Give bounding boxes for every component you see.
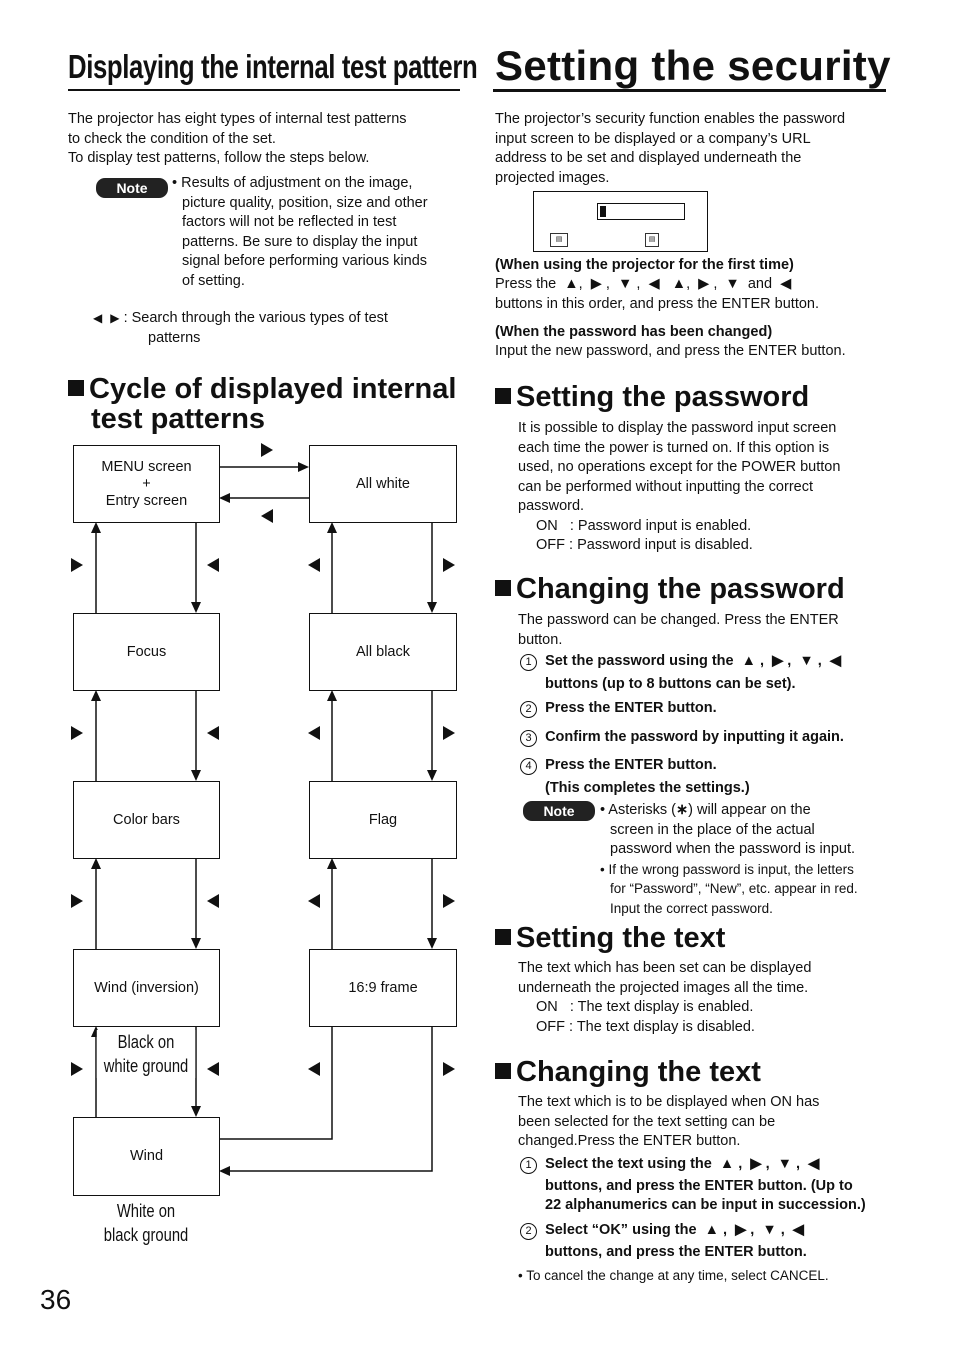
all-white-box: All white [309,445,457,523]
square-bullet-icon [495,580,511,596]
changed-text: Input the new password, and press the ENTER button. [495,343,846,359]
square-bullet-icon [495,1063,511,1079]
changing-text-heading: Changing the text [495,1057,761,1087]
cycle-heading: Cycle of displayed internal test patterns [68,374,456,434]
password-input-box [597,203,685,220]
step-number-2: 2 [520,701,537,718]
square-bullet-icon [495,929,511,945]
arrow-buttons-icon: ▲ , ▶ , ▼ , ◀ [715,1156,820,1172]
input-cursor [600,206,606,217]
step-number-3: 3 [520,730,537,747]
change-password-step-3: 3 Confirm the password by inputting it again. [520,728,844,748]
step-number-1: 1 [520,1157,537,1174]
step-number-2: 2 [520,1223,537,1240]
flag-box: Flag [309,781,457,859]
change-password-step-2: 2 Press the ENTER button. [520,699,717,719]
left-note: • Results of adjustment on the image, picture quality, position, size and other factors will not be reflected in test patterns. Be sure to display the input signal before performing various kinds of setting. [172,175,428,289]
changing-text-body: The text which is to be displayed when ON has been selected for the text setting can be changed.Press the ENTER button. [518,1094,820,1149]
right-page-title: Setting the security [495,42,891,89]
cancel-note: • To cancel the change at any time, select CANCEL. [518,1268,829,1283]
right-intro: The projector’s security function enables the password input screen to be displayed or a company’s URL address to be set and displayed underneath the projected images. [495,111,846,186]
white-on-black-label: White on black ground [103,1201,189,1245]
password-screen-illustration [533,191,708,252]
up-arrow-icon: ▲, ▶ , ▼ , ◀ ▲, ▶ , ▼ [560,276,744,292]
setting-password-heading: Setting the password [495,382,809,412]
page-number: 36 [40,1284,72,1315]
asterisk-icon: ∗ [675,802,689,818]
first-time-instruction: Press the ▲, ▶ , ▼ , ◀ ▲, ▶ , ▼ and ◀ buttons in this order, and press the ENTER button. [495,276,820,312]
left-intro: The projector has eight types of internal test patterns to check the condition of the set. To display test patterns, follow the steps below. [68,111,407,166]
enter-icon: ▤ [550,233,568,247]
setting-text-body: The text which has been set can be displayed underneath the projected images all the time. ON : The text display is enabled. OFF : The text display is disabled. [518,960,812,1035]
arrow-buttons-icon: ▲ , ▶ , ▼ , ◀ [700,1222,804,1238]
change-password-step-4: 4 Press the ENTER button. (This completes the settings.) [520,756,750,798]
left-arrow-icon: ◀ [776,276,792,292]
changing-password-heading: Changing the password [495,574,845,604]
right-arrow-icon: ▶ [110,311,120,325]
left-page-title: Displaying the internal test pattern [68,48,478,85]
setting-text-heading: Setting the text [495,923,725,953]
wind-inversion-box: Wind (inversion) [73,949,220,1027]
step-number-1: 1 [520,654,537,671]
note-badge: Note [523,801,595,821]
setting-password-text: It is possible to display the password input screen each time the power is turned on. If this option is used, no operations except for the POWER button can be performed without inputting the correct password. ON : Password input is enabled. OFF : Password input is disabled. [518,420,841,553]
all-black-box: All black [309,613,457,691]
step-number-4: 4 [520,758,537,775]
black-on-white-label: Black on white ground [97,1030,195,1078]
search-instruction: ◀ ▶ : Search through the various types of test patterns [93,310,388,346]
left-arrow-icon: ◀ [93,311,103,325]
menu-screen-box: MENU screen + Entry screen [73,445,220,523]
first-time-heading: (When using the projector for the first time) [495,257,794,273]
menu-icon: ▤ [645,233,659,247]
wind-box: Wind [73,1117,220,1196]
arrow-buttons-icon: ▲ , ▶ , ▼ , ◀ [737,653,842,669]
changed-heading: (When the password has been changed) [495,324,773,340]
note-badge: Note [96,178,168,198]
change-text-step-1: 1 Select the text using the ▲ , ▶ , ▼ , ◀ buttons, and press the ENTER button. (Up to 22 alphanumerics can be input in succession.) [520,1155,900,1216]
change-password-step-1: 1 Set the password using the ▲ , ▶ , ▼ , ◀ buttons (up to 8 buttons can be set). [520,652,900,694]
frame-16-9-box: 16:9 frame [309,949,457,1027]
changing-password-text: The password can be changed. Press the ENTER button. [518,612,839,648]
change-text-step-2: 2 Select “OK” using the ▲ , ▶ , ▼ , ◀ buttons, and press the ENTER button. [520,1221,900,1262]
color-bars-box: Color bars [73,781,220,859]
change-password-note: • Asterisks (∗) will appear on the screen in the place of the actual password when the password is input. • If the wrong password is input, the letters for “Password”, “New”, etc. appear in red. Input the correct password. [600,802,858,916]
square-bullet-icon [495,388,511,404]
focus-box: Focus [73,613,220,691]
